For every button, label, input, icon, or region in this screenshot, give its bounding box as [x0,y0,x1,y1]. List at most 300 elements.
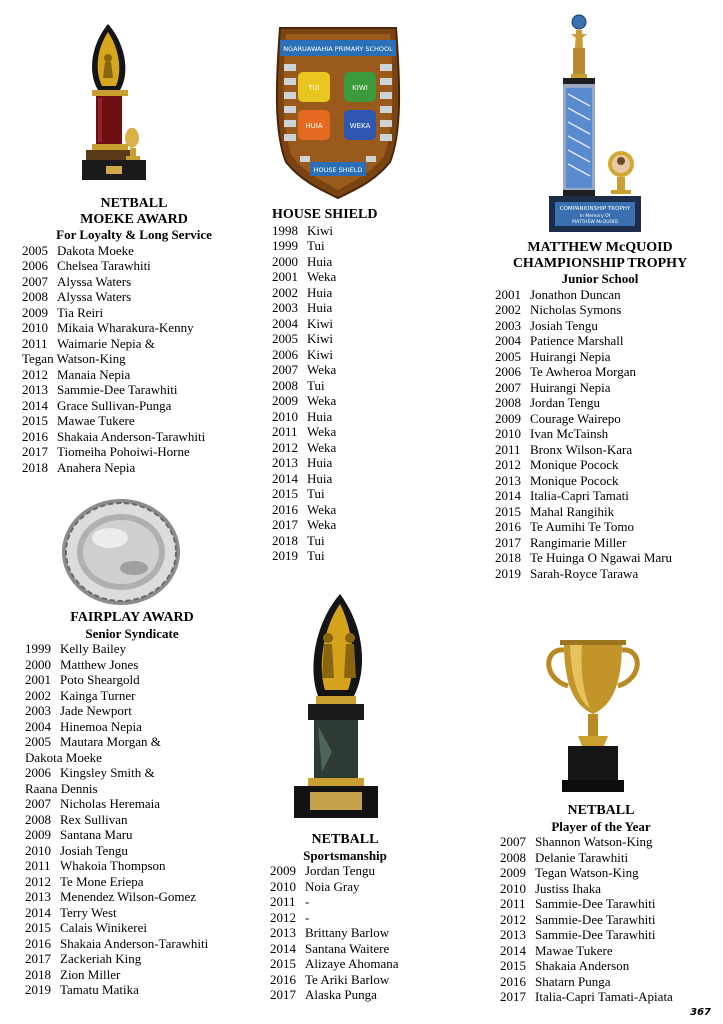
list-item [500,896,702,912]
entry-name: Te Awheroa Morgan [530,364,636,379]
sportsmanship-title: NETBALL [311,832,379,847]
fairplay-section [25,610,239,998]
entry-year: 2017 [495,534,521,550]
entry-name: Huia [307,455,333,470]
list-item [272,471,422,487]
list-item [272,486,422,502]
list-item [22,243,246,259]
entry-year: 2011 [22,335,48,351]
entry-year: 2013 [272,455,298,470]
list-item [270,987,420,1003]
player-of-year-section [500,803,702,1005]
list-item [272,238,422,254]
entry-year: 2004 [25,718,51,734]
list-item [495,426,705,442]
list-item [22,382,246,398]
entry-name: Santana Maru [60,827,133,842]
list-item [495,550,705,566]
player-title: NETBALL [567,803,635,818]
entry-year: 2015 [25,920,51,935]
entry-year: 2014 [495,488,521,503]
list-item [272,393,422,409]
entry-name: Mawae Tukere [535,942,613,958]
entry-name: Sammie-Dee Tarawhiti [535,927,656,942]
entry-name: Alyssa Waters [57,289,132,304]
entry-name: Shatarn Punga [535,973,611,989]
list-item [495,488,705,504]
entry-year: 2019 [272,548,298,563]
entry-name: Kiwi [307,315,333,331]
shield-top-text: NGARUAWAHIA PRIMARY SCHOOL [283,45,393,53]
list-item [25,672,239,688]
list-item [25,936,239,952]
entry-name: Huia [307,284,333,300]
shield-tui: TUI [308,84,320,92]
entry-year: 2000 [272,253,298,269]
list-item [22,289,246,305]
entry-name: Waimarie Nepia & [57,335,155,351]
entry-name: Shakaia Anderson [535,958,630,973]
entry-year: 2013 [500,927,526,942]
entry-year: 2018 [272,532,298,548]
list-item [495,519,705,535]
entry-name: Weka [307,269,337,284]
entry-name: Mawae Tukere [57,413,135,428]
entry-year: 2001 [25,672,51,687]
list-item [495,349,705,365]
mcquoid-list [495,287,705,582]
entry-name: Dakota Moeke [25,749,102,765]
list-item [272,409,422,425]
list-item [25,812,239,828]
entry-year: 2008 [25,811,51,827]
entry-year: 2005 [495,348,521,364]
entry-year: 2007 [500,834,526,849]
fairplay-title: FAIRPLAY AWARD [70,610,194,625]
list-item [495,380,705,396]
entry-name: Tui [307,486,325,501]
entry-name: Huirangi Nepia [530,348,611,364]
list-item [272,285,422,301]
list-item [22,351,246,367]
entry-name: Mautara Morgan & [60,734,161,749]
entry-year: 2017 [270,987,296,1002]
entry-name: Chelsea Tarawhiti [57,258,151,273]
entry-year: 2002 [25,687,51,703]
moeke-list [22,243,246,476]
list-item [25,765,239,781]
entry-name: Tui [307,238,325,253]
list-item [272,378,422,394]
shield-huia: HUIA [305,122,323,130]
entry-year: 2013 [22,382,48,397]
entry-year: 2013 [25,889,51,904]
entry-year: 2006 [495,364,521,379]
list-item [25,920,239,936]
entry-year: 2011 [25,858,51,873]
mcquoid-subtitle: Junior School [561,271,639,286]
list-item [270,941,420,957]
entry-name: Josiah Tengu [60,842,128,858]
entry-year: 2007 [495,379,521,395]
entry-name: Manaia Nepia [57,366,131,382]
list-item [500,927,702,943]
entry-name: Tegan Watson-King [535,865,639,880]
entry-year: 2007 [272,362,298,377]
entry-name: Kainga Turner [60,687,136,703]
entry-year: 2017 [25,951,51,966]
entry-year: 2017 [272,517,298,532]
list-item [270,863,420,879]
entry-name: Weka [307,424,337,439]
entry-name: Jordan Tengu [530,395,600,410]
list-item [495,333,705,349]
entry-year: 2008 [495,395,521,410]
list-item [25,688,239,704]
entry-year: 2005 [25,734,51,749]
list-item [272,455,422,471]
list-item [500,881,702,897]
list-item [25,905,239,921]
list-item [495,318,705,334]
entry-year: 2004 [495,333,521,348]
list-item [500,834,702,850]
sportsmanship-subtitle: Sportsmanship [303,847,387,863]
entry-name: Brittany Barlow [305,925,390,940]
entry-name: Josiah Tengu [530,317,598,333]
mcquoid-section [495,240,705,581]
entry-name: Sammie-Dee Tarawhiti [535,911,656,927]
entry-year: 2001 [495,286,521,302]
entry-year: 2016 [272,501,298,517]
list-item [25,796,239,812]
list-item [22,429,246,445]
entry-year: 2012 [270,909,296,925]
list-item [25,641,239,657]
entry-year: 2005 [22,242,48,258]
list-item [22,320,246,336]
entry-name: Italia-Capri Tamati [530,488,629,503]
list-item [495,473,705,489]
entry-name: Rex Sullivan [60,811,128,827]
list-item [22,398,246,414]
entry-year: 2010 [22,320,48,335]
entry-name: Huia [307,470,333,486]
entry-year: 2008 [500,849,526,865]
player-subtitle: Player of the Year [551,818,651,834]
entry-name: Courage Wairepo [530,410,621,426]
list-item [22,336,246,352]
list-item [272,548,422,564]
page-number: 367 [690,1007,711,1018]
entry-name: Delanie Tarawhiti [535,849,629,865]
entry-name: Anahera Nepia [57,459,136,475]
entry-year: 2010 [495,426,521,441]
entry-year: 2003 [495,317,521,333]
entry-year: 2012 [25,873,51,889]
entry-year: 2006 [272,346,298,362]
entry-name: Calais Winikerei [60,920,147,935]
entry-year: 2003 [25,703,51,718]
entry-name: Te Ariki Barlow [305,971,390,987]
entry-name: Monique Pocock [530,457,619,472]
entry-name: Santana Waitere [305,940,390,956]
entry-name: Sammie-Dee Tarawhiti [535,896,656,911]
list-item [272,502,422,518]
entry-year: 2006 [25,765,51,780]
entry-name: Tui [307,377,325,393]
entry-name: Sammie-Dee Tarawhiti [57,382,178,397]
entry-year: 2010 [500,880,526,896]
entry-name: Noia Gray [305,878,360,894]
house-list [272,223,422,564]
moeke-title-1: NETBALL [100,196,168,211]
entry-name: Tui [307,532,325,548]
entry-year: 2016 [500,973,526,989]
entry-name: Te Huinga O Ngawai Maru [530,550,673,565]
entry-name: Hinemoa Nepia [60,718,142,734]
entry-name: Huirangi Nepia [530,379,611,395]
entry-name: Raana Dennis [25,780,98,796]
list-item [495,364,705,380]
entry-name: Bronx Wilson-Kara [530,441,633,457]
entry-year: 2001 [272,269,298,284]
list-item [270,910,420,926]
entry-name: Matthew Jones [60,656,139,672]
list-item [25,703,239,719]
entry-name: Kelly Bailey [60,641,127,656]
entry-name: Kiwi [307,222,333,238]
entry-name: - [305,909,310,925]
shield-bottom-text: HOUSE SHIELD [313,166,363,174]
list-item [22,444,246,460]
player-list [500,834,702,1005]
entry-name: Menendez Wilson-Gomez [60,889,197,904]
entry-year: 2007 [25,796,51,811]
entry-name: Zion Miller [60,966,121,982]
list-item [272,316,422,332]
entry-name: Nicholas Symons [530,302,622,317]
plaque-line-1: COMPANIONSHIP TROPHY [559,206,631,212]
shield-kiwi: KIWI [352,84,368,92]
entry-name: Jonathon Duncan [530,286,621,302]
house-shield-section [272,207,422,564]
entry-name: Tamatu Matika [60,982,139,997]
entry-year: 2015 [500,958,526,973]
entry-name: Monique Pocock [530,472,619,488]
list-item [495,566,705,582]
list-item [495,287,705,303]
sportsmanship-list [270,863,420,1003]
list-item [25,843,239,859]
entry-name: Patience Marshall [530,333,624,348]
entry-name: Grace Sullivan-Punga [57,397,172,413]
list-item [500,974,702,990]
entry-name: Sarah-Royce Tarawa [530,565,639,581]
entry-year: 2009 [272,393,298,408]
player-cup-image [538,636,648,796]
entry-year: 2015 [22,413,48,428]
list-item [272,223,422,239]
entry-name: Weka [307,362,337,377]
entry-name: Shakaia Anderson-Tarawhiti [60,935,209,951]
list-item [270,972,420,988]
entry-year: 2004 [272,315,298,331]
entry-name: Alaska Punga [305,987,377,1002]
entry-year: 1999 [272,238,298,253]
list-item [272,331,422,347]
entry-year: 2005 [272,331,298,346]
list-item [272,254,422,270]
entry-year: 2012 [500,911,526,927]
list-item [270,894,420,910]
list-item [22,367,246,383]
entry-name: Alyssa Waters [57,273,132,289]
fairplay-plate-image [60,496,182,608]
house-title: HOUSE SHIELD [272,207,378,222]
entry-name: Weka [307,501,337,517]
list-item [495,442,705,458]
list-item [500,912,702,928]
list-item [25,889,239,905]
entry-name: Jade Newport [60,703,132,718]
entry-year: 2019 [495,565,521,581]
entry-year: 2010 [25,842,51,858]
list-item [25,951,239,967]
list-item [495,504,705,520]
entry-year: 2014 [25,904,51,920]
list-item [25,750,239,766]
entry-name: Dakota Moeke [57,242,134,258]
entry-name: Nicholas Heremaia [60,796,160,811]
entry-year: 2018 [495,550,521,565]
entry-name: Mahal Rangihik [530,503,615,519]
entry-year: 2011 [270,894,296,909]
entry-name: Jordan Tengu [305,863,375,878]
entry-year: 2017 [500,989,526,1004]
entry-year: 2013 [495,472,521,488]
plaque-line-3: MATTHEW McQUOID [572,220,618,225]
entry-year: 2000 [25,656,51,672]
entry-year: 2014 [22,397,48,413]
plaque-line-2: In Memory Of [579,214,611,219]
moeke-award-section [22,196,246,475]
moeke-title-2: MOEKE AWARD [80,211,188,227]
entry-year: 2009 [495,410,521,426]
list-item [500,989,702,1005]
list-item [495,302,705,318]
entry-year: 2006 [22,258,48,273]
entry-year: 2014 [270,940,296,956]
entry-year: 1999 [25,641,51,656]
entry-year: 2015 [270,956,296,971]
entry-name: Shakaia Anderson-Tarawhiti [57,428,206,444]
fairplay-list [25,641,239,998]
list-item [500,850,702,866]
fairplay-subtitle: Senior Syndicate [85,625,179,641]
list-item [272,533,422,549]
entry-name: Terry West [60,904,117,920]
list-item [270,956,420,972]
entry-year: 2012 [272,439,298,455]
entry-year: 2007 [22,273,48,289]
list-item [25,657,239,673]
entry-year: 2002 [272,284,298,300]
entry-name: Tegan Watson-King [22,351,126,366]
list-item [500,958,702,974]
entry-name: Alizaye Ahomana [305,956,399,971]
list-item [500,943,702,959]
entry-year: 2014 [500,942,526,958]
mcquoid-trophy-image [545,14,645,234]
sportsmanship-section [270,832,420,1003]
entry-name: Weka [307,517,337,532]
entry-year: 2015 [272,486,298,501]
entry-year: 2016 [22,428,48,444]
entry-year: 2016 [270,971,296,987]
entry-name: Huia [307,300,333,315]
entry-year: 2018 [25,966,51,982]
entry-name: Huia [307,253,333,269]
entry-year: 2011 [500,896,526,911]
list-item [270,925,420,941]
entry-year: 2009 [25,827,51,842]
entry-name: Tia Reiri [57,304,104,320]
entry-year: 2011 [272,424,298,439]
entry-name: Kiwi [307,346,333,362]
entry-year: 2010 [272,408,298,424]
entry-name: - [305,894,310,909]
entry-year: 2009 [22,304,48,320]
entry-year: 2009 [270,863,296,878]
list-item [22,460,246,476]
entry-year: 2014 [272,470,298,486]
list-item [495,457,705,473]
list-item [22,305,246,321]
entry-name: Weka [307,439,337,455]
entry-year: 2012 [22,366,48,382]
entry-year: 2016 [495,519,521,534]
moeke-subtitle: For Loyalty & Long Service [56,227,212,242]
list-item [25,734,239,750]
list-item [272,517,422,533]
entry-name: Zackeriah King [60,951,142,966]
list-item [500,865,702,881]
mcquoid-title-2: CHAMPIONSHIP TROPHY [512,255,688,271]
list-item [272,300,422,316]
entry-name: Poto Sheargold [60,672,140,687]
entry-year: 2003 [272,300,298,315]
entry-year: 2015 [495,503,521,519]
list-item [25,781,239,797]
list-item [22,413,246,429]
entry-name: Tiomeiha Pohoiwi-Horne [57,444,190,459]
entry-name: Huia [307,408,333,424]
list-item [270,879,420,895]
house-shield-image [270,22,406,200]
entry-name: Mikaia Wharakura-Kenny [57,320,194,335]
list-item [25,719,239,735]
sportsmanship-trophy-image [292,592,380,822]
entry-year: 2008 [272,377,298,393]
list-item [272,362,422,378]
list-item [272,347,422,363]
entry-year: 2013 [270,925,296,940]
entry-name: Shannon Watson-King [535,834,653,849]
entry-name: Kiwi [307,331,333,346]
list-item [495,411,705,427]
entry-year: 2009 [500,865,526,880]
